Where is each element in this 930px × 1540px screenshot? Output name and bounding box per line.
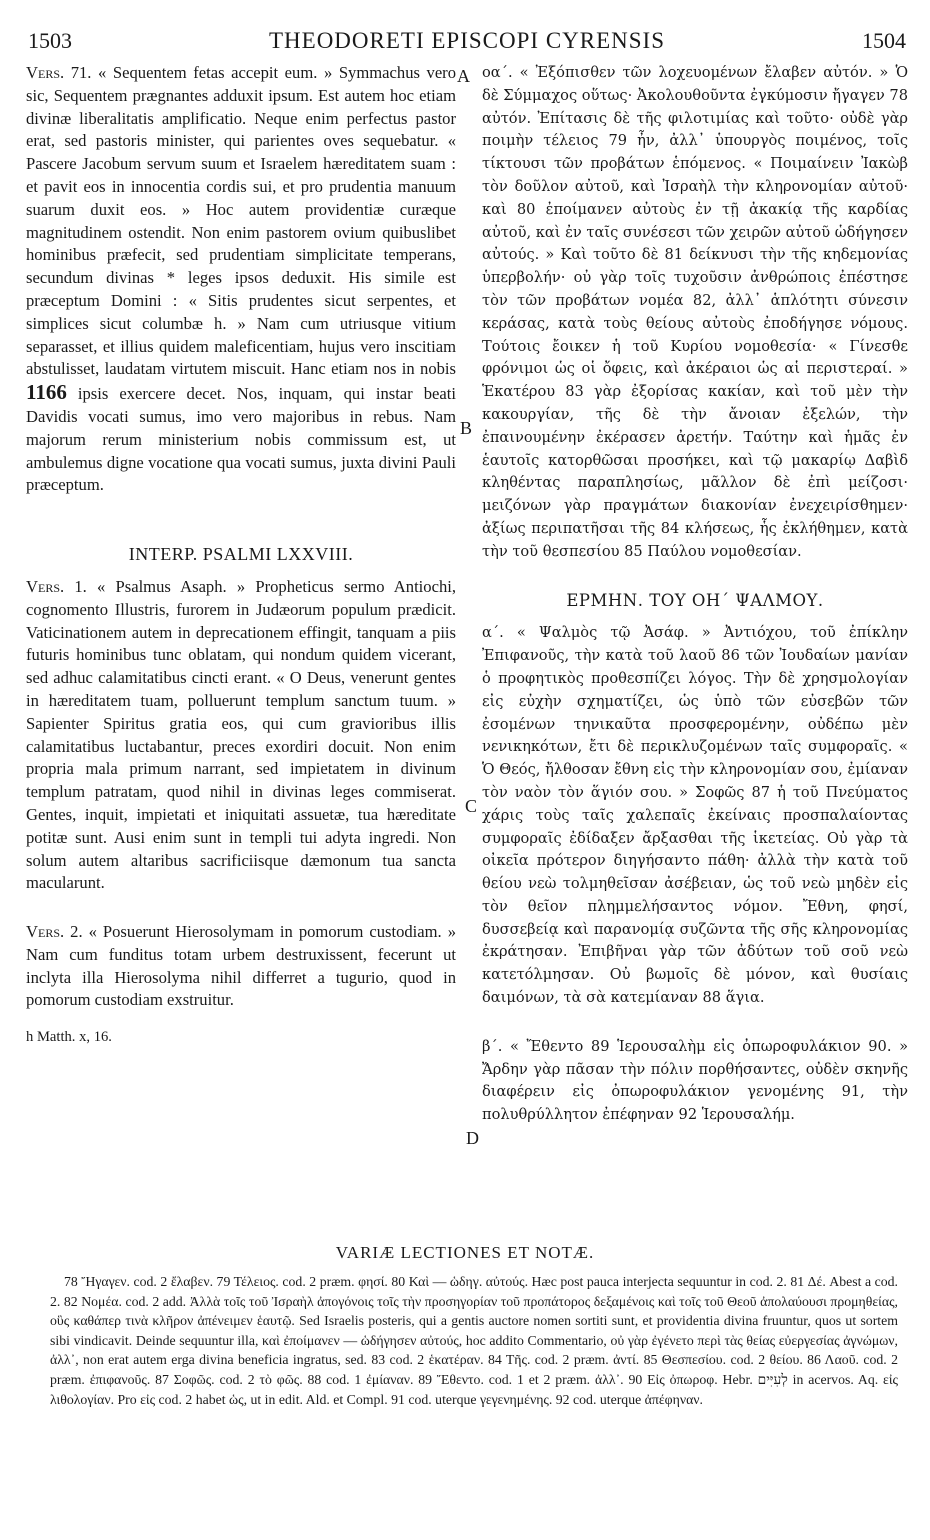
greek-paragraph-2: β΄. « Ἔθεντο 89 Ἱερουσαλὴμ εἰς ὀπωροφυλάκιον 90. » Ἄρδην γὰρ πᾶσαν τὴν πόλιν πορθήσαντες, οὐδὲν σκηνῆς διαφέρειν εἰς ὀπωροφυλάκιον γενομένης 91, τὴν πολυθρύλλητον ἐπέφηναν 92 Ἱερουσαλήμ. <box>482 1037 908 1124</box>
latin-paragraph-vers-71 <box>26 62 456 497</box>
verse-label: Vers. 71. <box>26 63 92 82</box>
greek-paragraph-71: οα΄. « Ἐξόπισθεν τῶν λοχευομένων ἔλαβεν αὐτόν. » Ὁ δὲ Σύμμαχος οὕτως· Ἀκολουθοῦντα ἐγκύμοσιν ἤγαγεν 78 αὐτόν. Ἐπίτασις δὲ τῆς φιλοτιμίας καὶ τοῦτο· οὐδὲ γὰρ ποιμὴν τέλειος 79 ἦν, ἀλλ᾽ ὑπουργὸς ποιμένος, τοῖς τίκτουσι τῶν προβάτων ἑπόμενος. « Ποιμαίνειν Ἰακὼβ τὸν δοῦλον αὐτοῦ, καὶ Ἰσραὴλ τὴν κληρονομίαν αὐτοῦ· καὶ 80 ἐποίμανεν αὐτοὺς ἐν τῇ ἀκακίᾳ τῆς καρδίας αὐτοῦ, καὶ ἐν ταῖς συνέσεσι τῶν χειρῶν αὐτοῦ ὡδήγησεν αὐτούς. » Καὶ τοῦτο δὲ 81 δείκνυσι τὴν τῆς κηδεμονίας ὑπερβολήν· οὐ γὰρ τοῖς τυχοῦσιν ἀνθρώποις ἐπέστησε τὸν τῶν προβάτων νομέα 82, ἀλλ᾽ ἁπλότητι σύνεσιν κεράσας, κατὰ τοὺς θείους αὐτοὺς ἐποδήγησε νόμους. Τούτοις ἔοικεν ἡ τοῦ Κυρίου νομοθεσία· « Γίνεσθε φρόνιμοι ὡς οἱ ὄφεις, καὶ ἀκέραιοι ὡς αἱ περιστεραί. » Ἑκατέρου 83 γὰρ ἐξορίσας κακίαν, καὶ τοῦ μὲν τὴν κακουργίαν, τῆς δὲ τὴν ἄνοιαν ἐξελών, τὴν ἐπαινουμένην ἐκέρασεν ἀρετήν. Ταύτην καὶ ἡμᾶς ἐν ἑαυτοῖς κατορθῶσαι προσήκει, καὶ τῷ μακαρίῳ Δαβὶδ κληθέντας παραπλησίως, μᾶλλον δὲ ἐπὶ μείζοσι· μειζόνων γὰρ πραγμάτων διακονίαν ἐνεχειρίσθημεν· ἀξίως περιπατῆσαι τῆς 84 κλήσεως, ἧς ἐκλήθημεν, κατὰ τὴν τοῦ θεσπεσίου 85 Παύλου νομοθεσίαν. <box>482 64 908 560</box>
notes-text: 78 Ἤγαγεν. cod. 2 ἔλαβεν. 79 Τέλειος. cod. 2 præm. φησί. 80 Καὶ — ὡδηγ. αὐτούς. Hæc post pauca interjecta sequuntur in cod. 2. 81 Δέ. Abest a cod. 2. 82 Νομέα. cod. 2 add. Ἀλλὰ τοῖς τοῦ Ἰσραὴλ ἀπογόνοις τοῖς τὴν προσηγορίαν τοῦ προπάτορος δεξαμένοις καὶ τοῖς τοῦ Θεοῦ ἀπολαύουσι προμηθείας, οὓς καθάπερ τινὰ κλῆρον ἀπένειμεν ἑαυτῷ. Sed Israelis posteris, qui a gentis auctore nomen sortiti sunt, et providentia divina fruuntur, quos ut sortem sibi vindicavit. Deinde sequuntur illa, καὶ ἐποίμανεν — ὡδήγησεν αὐτούς, hoc addito Commentario, οὐ γὰρ ἐγένετο περὶ τὰς θείας εὐεργεσίας ἀγνώμων, ἀλλ᾽, non erat autem erga divina beneficia ingratus, sed. 83 cod. 2 ἑκατέραν. 84 Τῆς. cod. 2 præm. ἀντί. 85 Θεσπεσίου. cod. 2 θείου. 86 Λαοῦ. cod. 2 præm. ἐπιφανοῦς. 87 Σοφῶς. cod. 2 τὸ φῶς. 88 cod. 1 ἐμίαναν. 89 Ἔθεντο. cod. 1 et 2 præm. ἀλλ᾽. 90 Εἰς ὀπωροφ. Hebr. לְעִיִּים in acervos. Aq. εἰς λιθολογίαν. Pro εἰς cod. 2 habet ὡς, ut in edit. Ald. et Compl. 91 cod. uterque γεγενημένης. 92 cod. uterque ἀπέφηναν. <box>50 1274 898 1407</box>
page-number-left: 1503 <box>28 28 72 53</box>
latin-text: « Sequentem fetas accepit eum. » Symmachus vero sic, Sequentem prægnantes adduxit ipsum. Est autem hoc etiam divinæ liberalitatis amplificatio. Neque enim perfectus pastor erat, sed pastoris minister, qui parientes oves sequebatur. « Pascere Jacobum servum suum et Israelem hæreditatem suam : et pavit eos in innocentia cordis sui, et pro prudentia manuum suarum duxit eos. » Hoc autem providentiæ curæque magnitudinem ostendit. Non enim pastorem ovium quibuslibet hominibus præfecit, sed prudentiam simplicitate temperans, secundum divinas * leges ipsos deduxit. His simile est præceptum Domini : « Sitis prudentes sicut serpentes, et simplices sicut columbæ h. » Nam cum utriusque vitium separasset, et illius quidem maleficentiam, hujus vero inscitiam abstulisset, laudatam virtutem miscuit. Hanc etiam nos in nobis <box>26 63 457 379</box>
page-number-right: 1504 <box>862 28 906 53</box>
greek-section-title: ΕΡΜΗΝ. ΤΟΥ ΟΗ΄ ΨΑΛΜΟΥ. <box>566 590 824 610</box>
margin-letter-c: C <box>465 796 478 816</box>
verse-label: Vers. 1. <box>26 576 87 596</box>
greek-paragraph-1: α΄. « Ψαλμὸς τῷ Ἀσάφ. » Ἀντιόχου, τοῦ ἐπίκλην Ἐπιφανοῦς, τὴν κατὰ τοῦ λαοῦ 86 τῶν Ἰουδαίων μανίαν ὁ προφητικὸς προθεσπίζει λόγος. Τὴν δὲ χρησμολογίαν εἰς εὐχὴν σχηματίζει, ὡς ὑπὸ τῶν εὐσεβῶν τῶν ἐσομένων τηνικαῦτα προσφερομένην, οὐδέπω μὲν νενικηκότων, ἔτι δὲ περικλυζομένων ταῖς συμφοραῖς. « Ὁ Θεός, ἤλθοσαν ἔθνη εἰς τὴν κληρονομίαν σου, ἐμίαναν τὸν ναὸν τὸν ἅγιόν σου. » Σοφῶς 87 ἡ τοῦ Πνεύματος χάρις τοὺς ταῖς χαλεπαῖς ἐκείναις προσπαλαίοντας συμφοραῖς ἐδίδαξεν ἄρξασθαι τῆς ἱκετείας. Οὐ γὰρ τὰ οἰκεῖα πρότερον διηγήσαντο πάθη· ἀλλὰ τὴν κατὰ τοῦ θείου νεὼ τολμηθεῖσαν ἀσέβειαν, ὡς τοῦ νεὼ μηδὲν εἰς τὸν θεῖον πλημμελήσαντος νόμον. Ἔθνη, φησί, δυσσεβείᾳ καὶ παρανομίᾳ συζῶντα τῆς σῆς κληρονομίας ἐκράτησαν. Ἐπιβῆναι γὰρ τῶν ἀδύτων τοῦ σοῦ νεὼ κατετόλμησαν. Οὐ βωμοῖς δὲ μόνον, καὶ θυσίαις δαιμόνων, τὰ σὰ κατεμίαναν 88 ἅγια. <box>482 624 908 1007</box>
latin-section-title: INTERP. PSALMI LXXVIII. <box>128 544 354 565</box>
greek-column <box>482 62 908 1127</box>
latin-paragraph-vers-2 <box>26 921 456 1012</box>
verse-label: Vers. 2. <box>26 922 83 942</box>
running-title: THEODORETI EPISCOPI CYRENSIS <box>268 28 666 53</box>
latin-text: « Psalmus Asaph. » Propheticus sermo Antiochi, cognomento Illustris, furorem in Judæorum populum prædicit. Vaticinationem autem in deprecationem effingit, tanquam a piis futuris hominibus tunc oblatam, qui nondum quidem vicerant, sed adhuc calamitatibus cincti erant. « O Deus, venerunt gentes in hæreditatem tuam, polluerunt templum sanctum tuum. » Sapienter Spiritus gratia eos, qui cum gravioribus illis calamitatibus luctabantur, preces exordiri docuit. Non enim propria mala primum narrant, sed impietatem in divinum templum patratam, quod nihil in divinas leges commiserat. Gentes, inquit, impietati et iniquitati assuetæ, tua hæreditate potitæ sunt. Ausi enim sunt in templi tui adyta ingredi. Non solum autem altaribus sacrificiisque dæmonum tua sancta macularunt. <box>26 576 457 893</box>
footnote: h Matth. x, 16. <box>26 1029 112 1046</box>
running-header <box>28 28 906 62</box>
latin-paragraph-vers-1 <box>26 576 456 895</box>
latin-text: « Posuerunt Hierosolymam in pomorum custodiam. » Nam cum funditus totam urbem destruxissent, fecerunt ut inclyta illa Hierosolyma nihil differret a tugurio, quod in pomorum custodiam exstruitur. <box>26 922 457 1010</box>
margin-letter-b: B <box>460 418 473 438</box>
latin-column <box>26 62 456 1049</box>
column-number: 1166 <box>26 380 67 405</box>
margin-letter-d: D <box>466 1128 479 1148</box>
latin-text-continued: ipsis exercere decet. Nos, inquam, qui instar beati Davidis vocati sumus, imo vero majoribus in rebus. Nam majorum rerum ministerium nobis commissum est, ut ambulemus digne vocatione qua vocati sumus, juxta divini Pauli præceptum. <box>26 384 456 495</box>
variae-lectiones-title: VARIÆ LECTIONES ET NOTÆ. <box>335 1243 595 1262</box>
margin-letter-a: A <box>457 66 470 86</box>
variae-lectiones-notes <box>50 1272 898 1409</box>
